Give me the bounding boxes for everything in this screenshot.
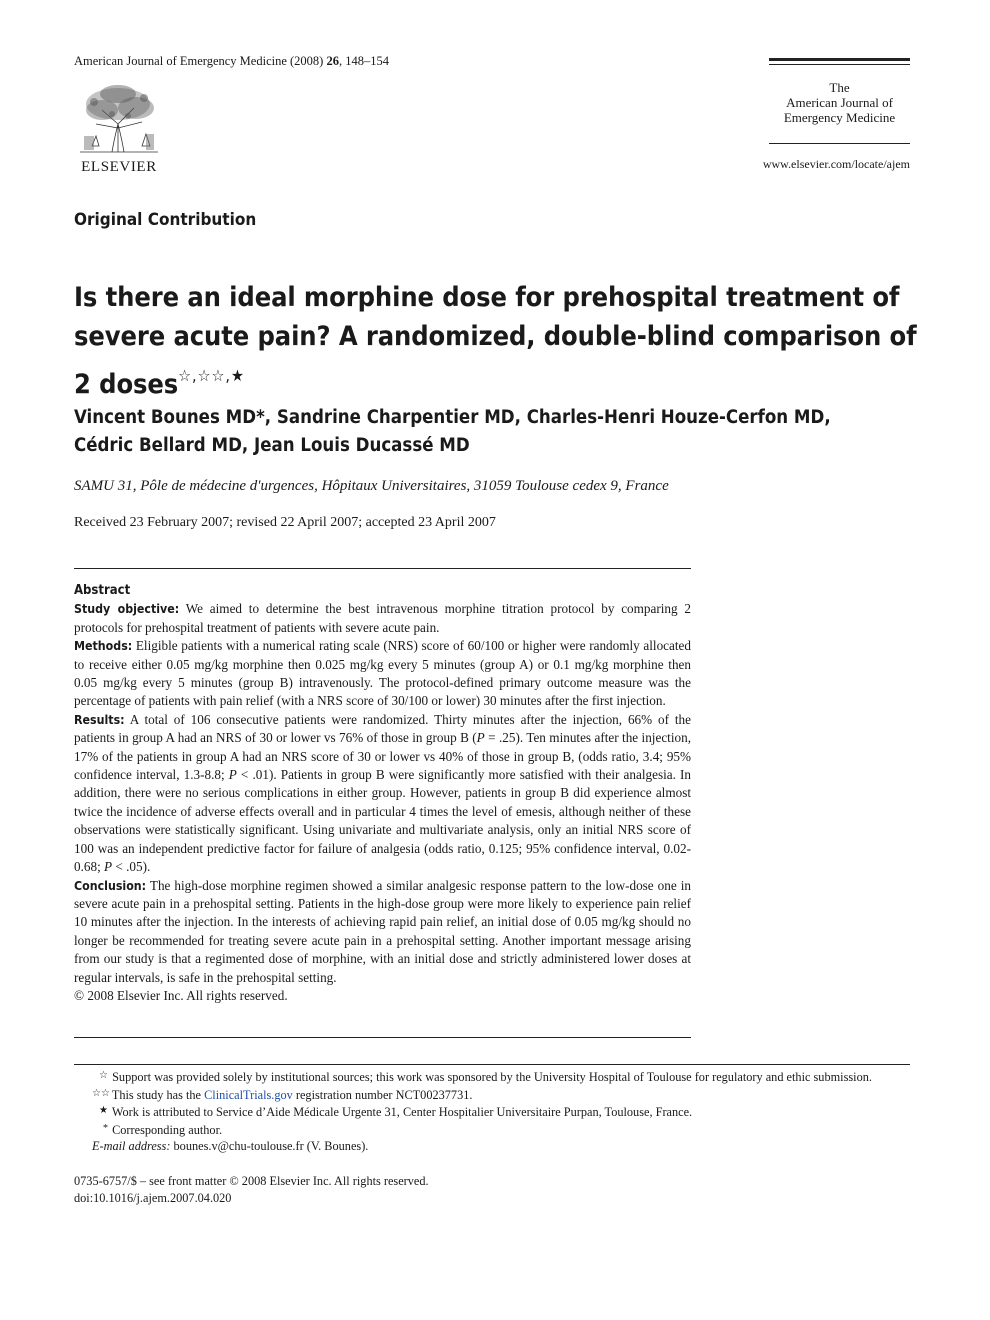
methods-text: Eligible patients with a numerical rating scale (NRS) score of 60/100 or higher were randomly allocated to receive either 0.05 mg/kg morphine then 0.025 mg/kg every 5 minutes (group A) or 0.1 mg/kg morphine then 0.05 mg/kg every 5 minutes (group B) intravenously. The protocol-defined primary outcome measure was the percentage of patients with pain relief (with a NRS score of 30/100 or lower) 30 minutes after the first injection. [74, 638, 691, 709]
results-text-4: < .05). [112, 859, 151, 875]
journal-citation [74, 54, 389, 69]
methods-label: Methods: [74, 639, 133, 654]
results-text-3: < .01). Patients in group B were significantly more satisfied with their analgesia. In addition, there were no serious complications in either group. However, patients in group B did experience almost twice the incidence of adverse effects overall and in particular 4 times the level of emesis, although neither of these observations were statistically significant. Using univariate and multivariate analysis, only an initial NRS score of 100 was an independent predictive factor for failure of analgesia (odds ratio, 0.125; 95% confidence interval, 0.02-0.68; [74, 767, 692, 875]
email-value[interactable]: bounes.v@chu-toulouse.fr (V. Bounes). [170, 1139, 369, 1154]
publication-info [74, 1173, 429, 1207]
elsevier-tree-icon [72, 80, 166, 158]
footnote-4-text: Corresponding author. [112, 1122, 223, 1137]
journal-logo-rule-bottom [769, 143, 910, 144]
journal-logo-line2: American Journal of [786, 95, 893, 110]
p-symbol: P [228, 767, 237, 783]
footnotes [92, 1068, 912, 1155]
authors-line2: Cédric Bellard MD, Jean Louis Ducassé MD [74, 435, 470, 456]
footnote-mark-asterisk: * [103, 1122, 108, 1134]
objective-text: We aimed to determine the best intravenous morphine titration protocol by comparing 2 protocols for prehospital treatment of patients with severe acute pain. [74, 601, 691, 635]
email-line [92, 1138, 912, 1155]
abstract-results [74, 711, 691, 877]
title-footnote-marks[interactable]: ☆,☆☆,★ [178, 366, 245, 385]
email-label: E-mail address: [92, 1139, 171, 1154]
footnote-3-text: Work is attributed to Service d’Aide Médicale Urgente 31, Center Hospitalier Universitaire Purpan, Toulouse, France. [111, 1105, 693, 1120]
doi-line[interactable]: doi:10.1016/j.ajem.2007.04.020 [74, 1191, 232, 1205]
conclusion-label: Conclusion: [74, 878, 147, 893]
publisher-name: ELSEVIER [81, 159, 157, 175]
abstract-rule-bottom [74, 1037, 691, 1038]
footnote-mark-double-star: ☆☆ [92, 1087, 110, 1099]
abstract-methods [74, 637, 691, 711]
journal-logo-line1: The [829, 80, 850, 95]
footnote-mark-star-outline: ☆ [99, 1070, 108, 1081]
objective-label: Study objective: [74, 602, 180, 617]
citation-volume: 26 [326, 54, 339, 68]
footnote-2 [92, 1086, 912, 1104]
affiliation: SAMU 31, Pôle de médecine d'urgences, Hôpitaux Universitaires, 31059 Toulouse cedex 9, France [74, 478, 669, 494]
p-symbol: P [476, 730, 485, 746]
journal-url[interactable]: www.elsevier.com/locate/ajem [762, 157, 910, 171]
p-symbol: P [104, 859, 113, 875]
issn-line: 0735-6757/$ – see front matter © 2008 Elsevier Inc. All rights reserved. [74, 1174, 429, 1188]
journal-logo-line3: Emergency Medicine [783, 110, 896, 125]
abstract-copyright: © 2008 Elsevier Inc. All rights reserved. [74, 987, 288, 1003]
footnote-2-text-after: registration number NCT00237731. [292, 1087, 473, 1102]
abstract-heading: Abstract [74, 583, 131, 598]
article-title [74, 278, 919, 404]
footnote-1-text: Support was provided solely by institutional sources; this work was sponsored by the University Hospital of Toulouse for regulatory and ethic submission. [112, 1070, 872, 1084]
journal-logo-rule-top [769, 58, 910, 61]
clinicaltrials-link[interactable]: ClinicalTrials.gov [204, 1087, 293, 1102]
conclusion-text: The high-dose morphine regimen showed a similar analgesic response pattern to the low-dose one in severe acute pain in a prehospital setting. Patients in the high-dose group were more likely to experience pain relief 10 minutes after the injection. In the interests of achieving rapid pain relief, an initial dose of 0.05 mg/kg should no longer be recommended for treating severe acute pain in a prehospital setting. Another important message arising from our study is that a regimented dose of morphine, with an initial dose and strictly administered lower doses at regular intervals, is safe in the prehospital setting. [74, 877, 691, 985]
abstract-objective [74, 600, 691, 637]
journal-logo [769, 80, 910, 125]
authors-line1: Vincent Bounes MD*, Sandrine Charpentier MD, Charles-Henri Houze-Cerfon MD, [74, 407, 831, 428]
results-label: Results: [74, 712, 125, 727]
abstract [74, 582, 691, 1005]
section-label: Original Contribution [74, 210, 257, 230]
footnote-mark-star-filled: ★ [99, 1105, 108, 1117]
author-list [74, 404, 919, 460]
article-title-text: Is there an ideal morphine dose for prehospital treatment of severe acute pain? A randomized, double-blind comparison of 2 doses [74, 282, 917, 400]
journal-logo-rule-top-thin [769, 64, 910, 65]
footnote-4 [92, 1121, 912, 1139]
citation-journal: American Journal of Emergency Medicine (2008) [74, 54, 324, 68]
footnote-2-text-before: This study has the [111, 1087, 205, 1102]
footnote-rule [74, 1064, 910, 1065]
citation-pages: , 148–154 [338, 54, 389, 68]
footnote-3 [92, 1103, 912, 1121]
footnote-1 [92, 1068, 912, 1086]
results-text-1: A total of 106 consecutive patients were randomized. Thirty minutes after the injection, 66% of the patients in group A had an NRS of 30 or lower vs 76% of those in group B ( [74, 711, 691, 746]
abstract-conclusion [74, 877, 691, 987]
abstract-rule-top [74, 568, 691, 569]
article-dates: Received 23 February 2007; revised 22 April 2007; accepted 23 April 2007 [74, 515, 496, 530]
publisher-logo [72, 80, 166, 176]
results-text-2: = .25). Ten minutes after the injection, 17% of the patients in group A had an NRS score of 30 or lower vs 40% of those in group B, (odds ratio, 3.4; 95% confidence interval, 1.3-8.8; [74, 730, 691, 783]
